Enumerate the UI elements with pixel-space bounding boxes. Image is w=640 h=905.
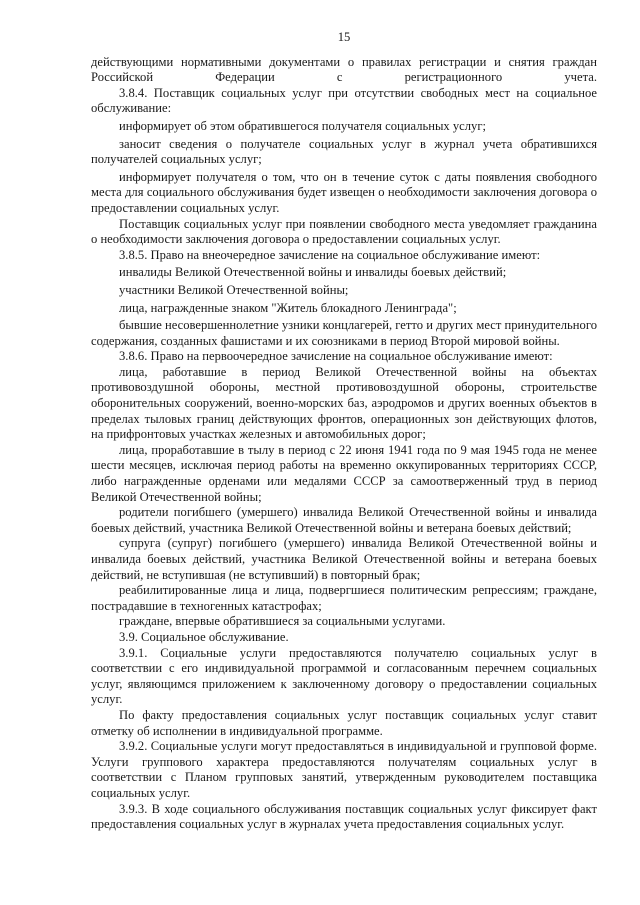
paragraph-8: инвалиды Великой Отечественной войны и инвалиды боевых действий; (119, 265, 507, 280)
paragraph-18: граждане, впервые обратившиеся за социальными услугами. (119, 614, 446, 629)
paragraph-9: участники Великой Отечественной войны; (119, 282, 349, 297)
paragraph-3: информирует об этом обратившегося получателя социальных услуг; (119, 118, 487, 133)
paragraph-17: реабилитированные лица и лица, подвергшиеся политическим репрессиям; граждане, пострадавшие в техногенных катастрофах; (91, 583, 597, 613)
paragraph-21: По факту предоставления социальных услуг поставщик социальных услуг ставит отметку об исполнении в индивидуальной программе. (91, 707, 597, 738)
paragraph-20: 3.9.1. Социальные услуги предоставляются получателю социальных услуг в соответствии с его индивидуальной программой и согласованным перечнем социальных услуг, являющимся приложением к заключенному договору о предоставлении социальных услуг. (91, 645, 597, 707)
paragraph-19: 3.9. Социальное обслуживание. (119, 629, 289, 644)
page-number: 15 (337, 30, 351, 44)
paragraph-5: информирует получателя о том, что он в течение суток с даты появления свободного места для социального обслуживания будет извещен о необходимости заключения договора о предоставлении социальных услуг. (91, 169, 597, 215)
paragraph-2: 3.8.4. Поставщик социальных услуг при отсутствии свободных мест на социальное обслуживание: (91, 85, 597, 116)
paragraph-12: 3.8.6. Право на первоочередное зачисление на социальное обслуживание имеют: (119, 349, 553, 364)
paragraph-13: лица, работавшие в период Великой Отечественной войны на объектах противовоздушной обороны, местной противовоздушной обороны, строительстве оборонительных сооружений, военно-морских баз, аэродромов и других военных объектов в пределах тыловых границ действующих фронтов, операционных зон действующих флотов, на прифронтовых участках железных и автомобильных дорог; (91, 364, 597, 442)
paragraph-10: лица, награжденные знаком "Житель блокадного Ленинграда"; (119, 300, 457, 315)
paragraph-4: заносит сведения о получателе социальных услуг в журнал учета обратившихся получателей социальных услуг; (91, 136, 597, 167)
paragraph-22: 3.9.2. Социальные услуги могут предоставляться в индивидуальной и групповой форме. Услуги группового характера предоставляются получателям социальных услуг в соответствии с Планом групповых занятий, утвержденным руководителем поставщика социальных услуг. (91, 739, 597, 800)
paragraph-23: 3.9.3. В ходе социального обслуживания поставщик социальных услуг фиксирует факт предоставления социальных услуг в журналах учета предоставления социальных услуг. (91, 801, 597, 832)
paragraph-15: родители погибшего (умершего) инвалида Великой Отечественной войны и инвалида боевых действий, участника Великой Отечественной войны и ветерана боевых действий; (91, 505, 597, 535)
paragraph-6: Поставщик социальных услуг при появлении свободного места уведомляет гражданина о необходимости заключения договора о предоставлении социальных услуг. (91, 216, 597, 247)
paragraph-14: лица, проработавшие в тылу в период с 22 июня 1941 года по 9 мая 1945 года не менее шести месяцев, исключая период работы на временно оккупированных территориях СССР, либо награжденные орденами или медалями СССР за самоотверженный труд в период Великой Отечественной войны; (91, 442, 597, 504)
paragraph-16: супруга (супруг) погибшего (умершего) инвалида Великой Отечественной войны и инвалида боевых действий, участника Великой Отечественной войны и ветерана боевых действий, не вступившая (не вступивший) в повторный брак; (91, 536, 597, 582)
body-text (91, 55, 597, 833)
paragraph-11: бывшие несовершеннолетние узники концлагерей, гетто и других мест принудительного содержания, созданных фашистами и их союзниками в период Второй мировой войны. (91, 318, 597, 348)
paragraph-7: 3.8.5. Право на внеочередное зачисление на социальное обслуживание имеют: (119, 247, 541, 262)
paragraph-1: действующими нормативными документами о правилах регистрации и снятия граждан Российской Федерации с регистрационного учета. (91, 54, 597, 85)
